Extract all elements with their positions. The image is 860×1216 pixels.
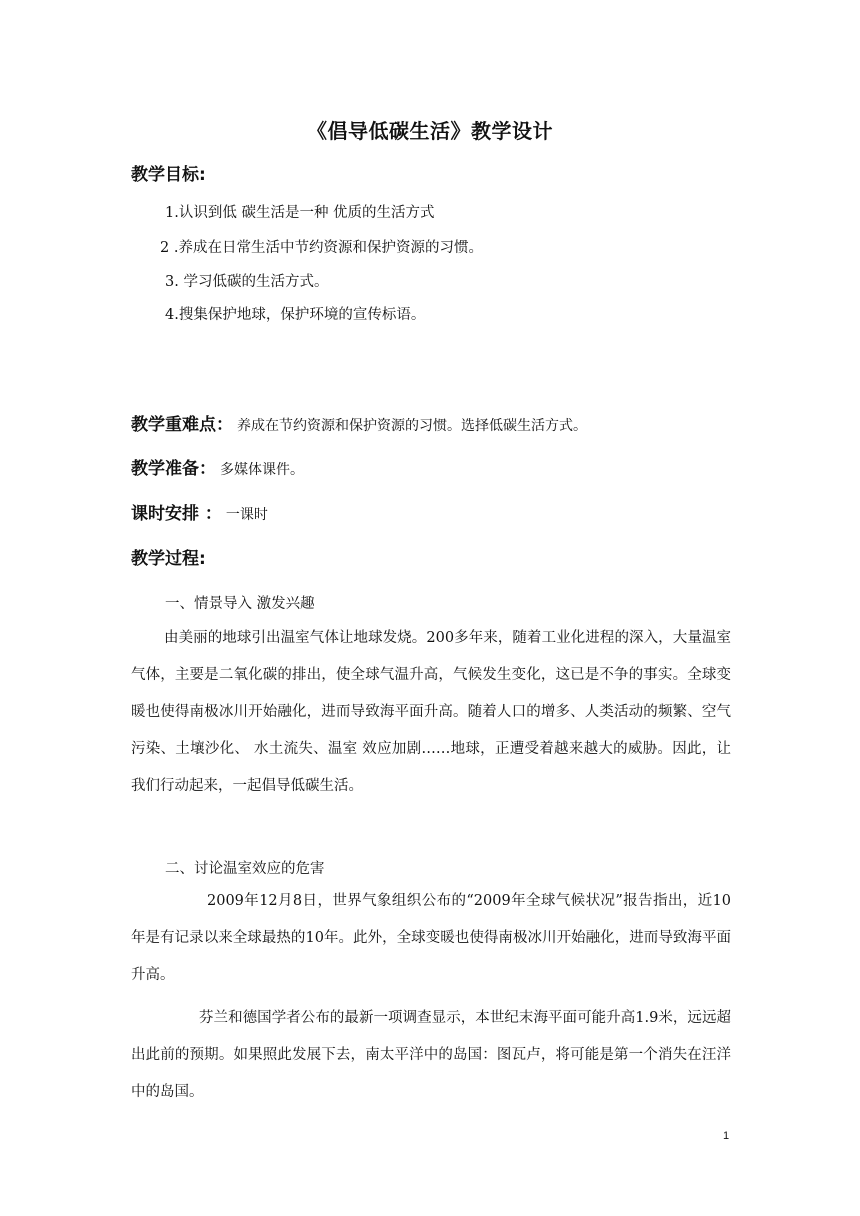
schedule-label: 课时安排 ： <box>131 504 222 524</box>
objective-item-4: 4.搜集保护地球，保护环境的宣传标语。 <box>165 307 426 323</box>
key-points-label: 教学重难点： <box>131 415 233 435</box>
section1-title: 一、情景导入 激发兴趣 <box>165 596 315 612</box>
objectives-heading: 教学目标: <box>131 165 206 185</box>
section2-title: 二、讨论温室效应的危害 <box>165 861 325 877</box>
section2-paragraph-2: 芬兰和德国学者公布的最新一项调查显示，本世纪末海平面可能升高1.9米，远远超出此前的预期。如果照此发展下去，南太平洋中的岛国：图瓦卢，将可能是第一个消失在汪洋中的岛国。 <box>131 1010 731 1100</box>
process-heading: 教学过程: <box>131 549 206 569</box>
prep-row <box>131 454 304 479</box>
section1-paragraph: 由美丽的地球引出温室气体让地球发烧。200多年来，随着工业化进程的深入，大量温室气体，主要是二氧化碳的排出，使全球气温升高，气候发生变化，这已是不争的事实。全球变暖也使得南极冰川开始融化，进而导致海平面升高。随着人口的增多、人类活动的频繁、空气污染、土壤沙化、 水土流失、温室 效应加剧……地球，正遭受着越来越大的威胁。因此，让我们行动起来，一起倡导低碳生活。 <box>131 630 731 794</box>
section2-paragraph-1: 2009年12月8日，世界气象组织公布的“2009年全球气候状况”报告指出，近10年是有记录以来全球最热的10年。此外，全球变暖也使得南极冰川开始融化，进而导致海平面升高。 <box>131 893 731 983</box>
document-title: 《倡导低碳生活》教学设计 <box>307 119 553 143</box>
prep-value: 多媒体课件。 <box>220 462 304 478</box>
objective-item-3: 3. 学习低碳的生活方式。 <box>165 274 329 290</box>
prep-label: 教学准备： <box>131 459 216 479</box>
objective-item-2: 2 .养成在日常生活中节约资源和保护资源的习惯。 <box>160 240 483 256</box>
key-points-value: 养成在节约资源和保护资源的习惯。选择低碳生活方式。 <box>237 418 587 434</box>
schedule-row <box>131 499 268 524</box>
key-points-row <box>131 410 587 435</box>
page-number: 1 <box>723 1130 730 1142</box>
schedule-value: 一课时 <box>225 507 268 523</box>
objective-item-1: 1.认识到低 碳生活是一种 优质的生活方式 <box>165 205 435 221</box>
